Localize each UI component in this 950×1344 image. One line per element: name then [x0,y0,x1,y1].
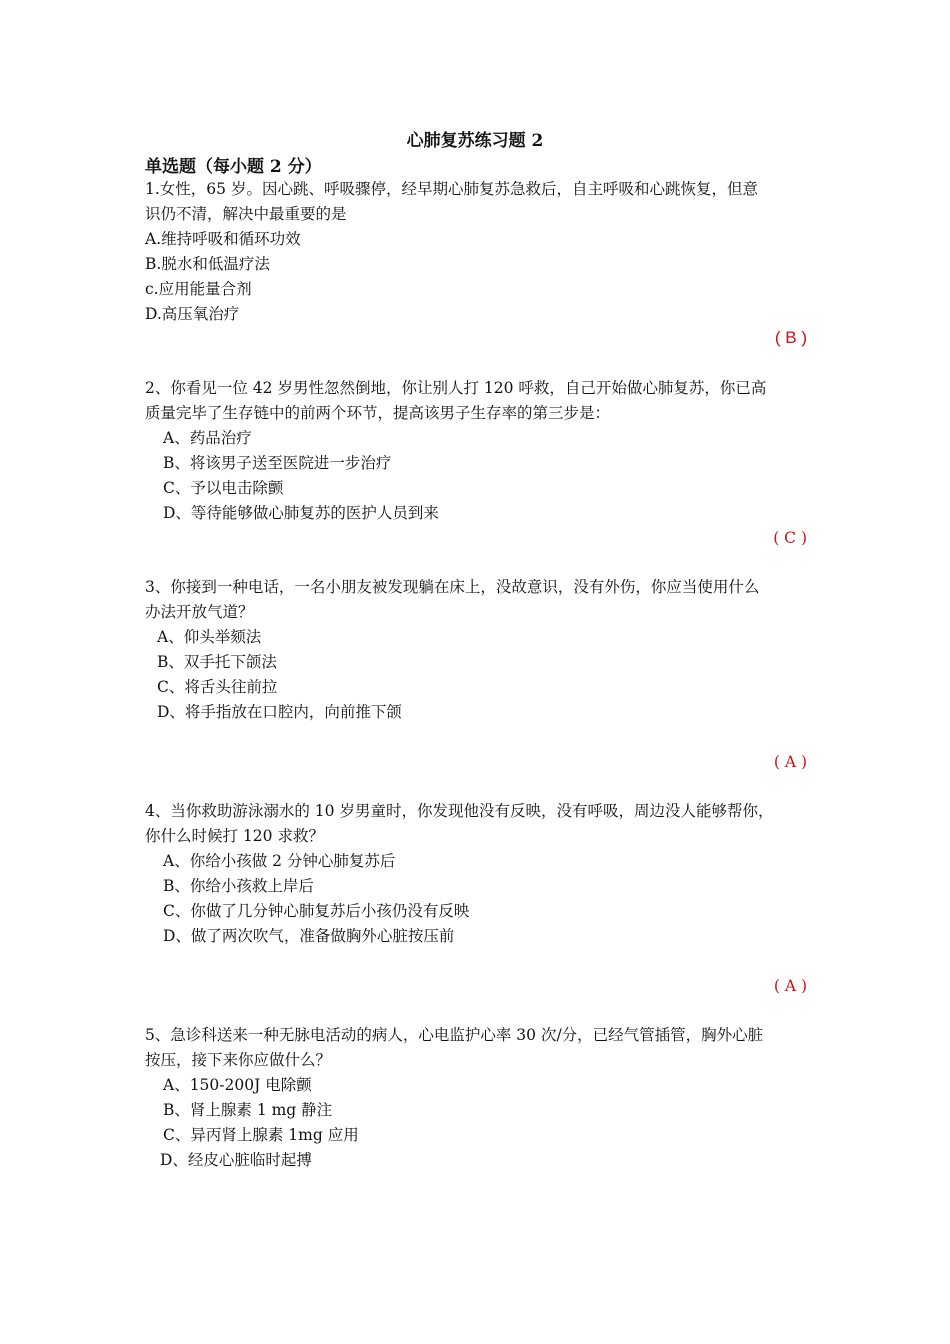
question-2-option-d: D、等待能够做心肺复苏的医护人员到来 [163,504,439,522]
question-4-stem-line-1: 4、当你救助游泳溺水的 10 岁男童时，你发现他没有反映，没有呼吸，周边没人能够帮你， [145,802,774,820]
question-4-answer: ( A ) [773,977,807,995]
question-2-stem-line-1: 2、你看见一位 42 岁男性忽然倒地，你让别人打 120 呼救，自己开始做心肺复苏，你已高 [145,379,767,397]
question-4-option-d: D、做了两次吹气，准备做胸外心脏按压前 [163,927,455,945]
question-5-option-b: B、肾上腺素 1 mg 静注 [163,1101,333,1119]
question-1-stem-line-2: 识仍不清，解决中最重要的是 [145,205,347,223]
question-5-option-c: C、异丙肾上腺素 1mg 应用 [163,1126,359,1144]
question-5-stem-line-1: 5、急诊科送来一种无脉电活动的病人，心电监护心率 30 次/分，已经气管插管，胸外心脏 [145,1026,764,1044]
question-1-option-c: c.应用能量合剂 [145,280,252,298]
question-3-option-c: C、将舌头往前拉 [157,678,278,696]
question-2-stem-line-2: 质量完毕了生存链中的前两个环节，提高该男子生存率的第三步是： [145,404,611,422]
question-5-stem-line-2: 按压，接下来你应做什么？ [145,1051,332,1069]
question-1-answer: ( B ) [774,328,807,347]
question-5-option-a: A、150-200J 电除颤 [163,1076,312,1094]
question-3-option-d: D、将手指放在口腔内，向前推下颌 [157,703,402,721]
question-3-stem-line-1: 3、你接到一种电话，一名小朋友被发现躺在床上，没故意识，没有外伤，你应当使用什么 [145,578,760,596]
question-4-option-a: A、你给小孩做 2 分钟心肺复苏后 [163,852,396,870]
question-4-option-c: C、你做了几分钟心肺复苏后小孩仍没有反映 [163,902,470,920]
section-heading: 单选题（每小题 2 分） [145,157,322,177]
question-1-option-a: A.维持呼吸和循环功效 [145,230,301,248]
question-3-answer: ( A ) [773,753,807,771]
question-2-option-c: C、予以电击除颤 [163,479,284,497]
question-4-option-b: B、你给小孩救上岸后 [163,877,314,895]
question-3-stem-line-2: 办法开放气道？ [145,603,254,621]
question-2-option-b: B、将该男子送至医院进一步治疗 [163,454,392,472]
question-1-option-b: B.脱水和低温疗法 [145,255,270,273]
question-4-stem-line-2: 你什么时候打 120 求救？ [145,827,324,845]
question-2-option-a: A、药品治疗 [163,429,252,447]
question-1-option-d: D.高压氧治疗 [145,305,240,323]
question-1-stem-line-1: 1.女性，65 岁。因心跳、呼吸骤停，经早期心肺复苏急救后，自主呼吸和心跳恢复，但意 [145,180,758,198]
page-title: 心肺复苏练习题 2 [406,131,544,151]
question-3-option-a: A、仰头举颏法 [157,628,262,646]
question-2-answer: ( C ) [773,529,807,547]
question-3-option-b: B、双手托下颌法 [157,653,277,671]
question-5-option-d: D、经皮心脏临时起搏 [160,1151,312,1169]
